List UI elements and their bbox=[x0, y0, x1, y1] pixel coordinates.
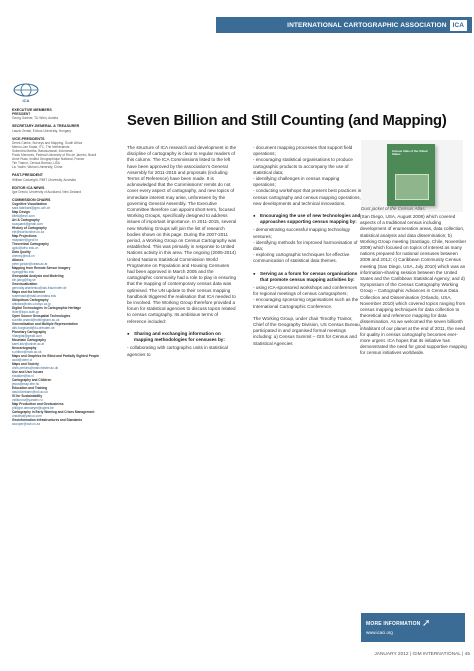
sidebar-heading: EDITOR ICA NEWS bbox=[12, 185, 45, 190]
sidebar-line: Maps and Society bbox=[12, 362, 39, 367]
bullet-heading: ● Sharing and exchanging information on mapping methodologies for censuses by: bbox=[127, 331, 237, 343]
sidebar-line: Laszlo Zentai, Eotvos University, Hungary bbox=[12, 128, 71, 133]
sidebar-line: Map Production and Geobusiness bbox=[12, 402, 64, 407]
sidebar-line: Cartography and Children bbox=[12, 378, 52, 383]
article-column-3 bbox=[360, 214, 468, 363]
list-item: - encouraging statistical organisations to produce cartographic products to accompany the use of statistical data; bbox=[253, 157, 363, 176]
sidebar-email-link[interactable]: acoll@utem.cl bbox=[12, 358, 33, 363]
sidebar-email-link[interactable]: david.fairbairn@ncl.ac.uk bbox=[12, 390, 48, 395]
sidebar-email-link[interactable]: kfield@esri.com bbox=[12, 214, 35, 219]
sidebar-line: Open Source Geospatial Technologies bbox=[12, 314, 71, 319]
sidebar-email-link[interactable]: karel.kriz@univie.ac.at bbox=[12, 342, 45, 347]
sidebar-line: Geospatial Analysis and Modeling bbox=[12, 274, 64, 279]
article-title: Seven Billion and Still Counting (and Mapping) bbox=[127, 113, 447, 129]
ica-logo-icon bbox=[12, 82, 40, 104]
sidebar-line: Paulo Menezes, Federal University of Rio de Janeiro, Brazil bbox=[12, 153, 97, 158]
header-bar bbox=[216, 17, 472, 33]
sidebar-line: Geoinformation Infrastructures and Standards bbox=[12, 418, 83, 423]
sidebar-email-link[interactable]: sara.fabrikant@geo.uzh.ch bbox=[12, 206, 51, 211]
sidebar-line: Art & Cartography bbox=[12, 218, 40, 223]
sidebar-heading: COMMISSION CHAIRS bbox=[12, 198, 51, 203]
article-paragraph: (San Diego, USA, August 2008) which covered aspects of a traditional census including development of enumeration areas, data collection, statistical analysis and data dissemination; b) Working Group meeting (Santiago, Chile, November 2009) which focused on topics of interest as many nations prepared for national censuses between 2009 and 2012; c) Caribbean Community Census meeting (San Diego, USA, July 2010) which was an information-sharing session between the United States and the Caribbean Statistical Agency; and d) Symposium of the Census Cartography Working Group – Cartographic Advances in Census Data Collection and Dissemination (Orlando, USA, November 2010) which covered topics ranging from census mapping techniques for data collection to theoretical and reference mapping for data dissemination. As we welcomed the seven billionth inhabitant of our planet at the end of 2011, the need for quality in census cartography becomes ever-more urgent. ICA hopes that its initiative has demonstrated the need for good supportive mapping for census initiatives worldwide. bbox=[360, 214, 467, 356]
book-cover-image bbox=[395, 174, 429, 200]
article-paragraph: The structure of ICA research and development in the discipline of cartography is clear to regular readers of this column. The ICA Commissions listed to the left have been approved by the association's General Assembly for 2011-2015 and proposals (including Terms of Reference) have been made. It is acknowledged that the Commissions' remits do not cover every aspect of cartography, and new topics of immediate interest may arise, unforeseen by the governing General Assembly. The Executive Committee therefore can appoint short-term, focused Working Groups, specifically designed to address issues of important importance. In 2011-2015, several new Working Groups will join the list of research bodies shown on this page. During the 2007-2011 period, a Working Group on Census Cartography was established. This was primarily in response to United Nations activity in this area. The ongoing (2005-2014) United Nations Statistical Commission World Programme on Population and Housing Censuses had been approved in March 2005 and the cartographic community had a role to play in ensuring that the mapping of contemporary census data was optimised. The UN update to their census mapping handbook triggered the realisation that ICA needed to be involved. The Working Group therefore provided a forum for statistical agencies to discuss topics related to census cartography. Its ambitious terms of reference included: bbox=[127, 145, 237, 324]
sidebar-email-link[interactable]: dirk.burghardt@tu-dresden.de bbox=[12, 326, 55, 331]
more-information-link[interactable]: www.icaci.org bbox=[366, 630, 393, 635]
list-item: - demonstrating successful mapping technology ventures; bbox=[253, 227, 363, 239]
sidebar-group bbox=[12, 108, 115, 120]
sidebar-line: Atlases bbox=[12, 258, 24, 263]
sidebar-email-link[interactable]: undatra@yahoo.com bbox=[12, 414, 42, 419]
sidebar-group bbox=[12, 173, 115, 181]
sidebar-line: Digital Technologies in Cartographic Heritage bbox=[12, 306, 82, 311]
sidebar-email-link[interactable]: chris.perkins@manchester.ac.uk bbox=[12, 366, 59, 371]
figure-caption: Dust jacket of the Census Atlas. bbox=[361, 206, 426, 211]
logo-text: ICA bbox=[22, 98, 30, 103]
sidebar-line: Cognitive Visualization bbox=[12, 202, 47, 207]
sidebar-email-link[interactable]: hhargitai@gmail.com bbox=[12, 334, 42, 339]
sidebar-line: Liu Yaolin, Wuhan University, China bbox=[12, 165, 63, 170]
sidebar-line: Maps and Graphics for Blind and Partially Sighted People bbox=[12, 354, 100, 359]
list-item: - document mapping processes that support field operations; bbox=[253, 145, 363, 157]
more-information-label: MORE INFORMATION bbox=[366, 621, 421, 627]
sidebar-line: Generalisation and Multiple Representation bbox=[12, 322, 78, 327]
sidebar-line: Mapping from Remote Sensor Imagery bbox=[12, 266, 71, 271]
sidebar-line: Tim Trainor, Census Bureau, USA bbox=[12, 161, 60, 166]
sidebar-email-link[interactable]: livier@topo.auth.gr bbox=[12, 310, 39, 315]
sidebar-line: Map Projections bbox=[12, 234, 37, 239]
header-title: INTERNATIONAL CARTOGRAPHIC ASSOCIATION bbox=[287, 21, 447, 29]
sidebar-line: Maps and the Internet bbox=[12, 290, 45, 295]
sidebar-line: PRESIDENT bbox=[12, 112, 31, 117]
sidebar-line: Cartography in Early Warning and Crises Management bbox=[12, 410, 95, 415]
sidebar-email-link[interactable]: qydu@whu.edu.cn bbox=[12, 246, 39, 251]
sidebar-group bbox=[12, 186, 115, 194]
bullet-heading: ● Serving as a forum for census organisations that promote census mapping activities by: bbox=[253, 271, 363, 283]
list-item: - identifying methods for improved harmonisation of data; bbox=[253, 240, 363, 252]
more-information-box[interactable] bbox=[361, 613, 465, 642]
sidebar-group bbox=[12, 124, 115, 132]
sidebar-email-link[interactable]: bin.jiang@hig.se bbox=[12, 278, 36, 283]
header-badge: ICA bbox=[450, 20, 467, 31]
sidebar-line: Education and Training bbox=[12, 386, 48, 391]
sidebar-email-link[interactable]: jesus@map.elte.hu bbox=[12, 382, 40, 387]
list-item: - encouraging sponsoring organisations such as the International Cartographic Conference. bbox=[253, 297, 363, 309]
sidebar-email-link[interactable]: mlapaine@geof.hr bbox=[12, 238, 39, 243]
sidebar-email-link[interactable]: vstikunov@yandex.ru bbox=[12, 398, 43, 403]
sidebar-line: Neocartography bbox=[12, 346, 37, 351]
sidebar-email-link[interactable]: arikawa@csis.u-tokyo.ac.jp bbox=[12, 302, 51, 307]
article-column-1 bbox=[127, 145, 237, 364]
book-cover bbox=[387, 144, 435, 206]
sidebar-line: GI for Sustainability bbox=[12, 394, 43, 399]
sidebar-line: Data Quality bbox=[12, 250, 31, 255]
sidebar-heading: VICE-PRESIDENTS bbox=[12, 136, 45, 141]
sidebar-email-link[interactable]: peter.jordan@oeaw.ac.at bbox=[12, 262, 48, 267]
list-item: - using ICA-sponsored workshops and conferences for regional meetings of census cartographers; bbox=[253, 285, 363, 297]
article-paragraph: The Working Group, under chair Timothy Trainor, Chief of the Geography Division, US Census Bureau, participated in and organised formal meetings including: a) Census Summit – GIS for Census and Statistical Agencies bbox=[253, 315, 362, 346]
sidebar-group bbox=[12, 137, 115, 169]
sidebar-line: Geovisualization bbox=[12, 282, 38, 287]
sidebar-line: William Cartwright, RMIT University, Australia bbox=[12, 177, 76, 182]
sidebar-group bbox=[12, 198, 115, 426]
list-item: - conducting workshops that present best practices in census cartography and census mapping operations, new developments and technical innovations. bbox=[253, 188, 363, 207]
sidebar-line: Planetary Cartography bbox=[12, 330, 47, 335]
sidebar-email-link[interactable]: scaquard@gmail.com bbox=[12, 222, 43, 227]
sidebar-line: Ubiquitous Cartography bbox=[12, 298, 49, 303]
sidebar-line: Use and User Issues bbox=[12, 370, 44, 375]
list-item: - collaborating with cartographic units in statistical agencies to bbox=[127, 345, 237, 357]
list-item: - exploring cartographic techniques for effective communication of statistical data themes. bbox=[253, 252, 363, 264]
sidebar bbox=[12, 108, 115, 430]
sidebar-line: Derek Clarke, Surveys and Mapping, South Africa bbox=[12, 141, 83, 146]
sidebar-line: History of Cartography bbox=[12, 226, 47, 231]
book-title: Census Atlas of the United States bbox=[392, 149, 428, 157]
sidebar-line: Theoretical Cartography bbox=[12, 242, 49, 247]
sidebar-email-link[interactable]: rcammack@mail.unomaha.edu bbox=[12, 294, 57, 299]
sidebar-line: Mountain Cartography bbox=[12, 338, 46, 343]
article-column-2 bbox=[253, 145, 363, 353]
sidebar-line: Igor Drecki, University of Auckland, New Zealand bbox=[12, 190, 82, 195]
sidebar-email-link[interactable]: xyang@fsu.edu bbox=[12, 270, 35, 275]
sidebar-email-link[interactable]: philippe.demaeyer@ugent.be bbox=[12, 406, 54, 411]
sidebar-email-link[interactable]: gennady.andrienko@iais.fraunhofer.de bbox=[12, 286, 67, 291]
sidebar-line: Georg Gartner, TU Wien, Austria bbox=[12, 116, 58, 121]
sidebar-heading: PAST-PRESIDENT bbox=[12, 173, 43, 178]
sidebar-line: Menno-Jan Kraak, ITC, The Netherlands bbox=[12, 145, 70, 150]
sidebar-email-link[interactable]: elzakker@itc.nl bbox=[12, 374, 34, 379]
figure-census-atlas bbox=[361, 140, 463, 212]
sidebar-line: Map Design bbox=[12, 210, 30, 215]
sidebar-heading: EXECUTIVE MEMBERS bbox=[12, 108, 52, 112]
bullet-heading: ● Encouraging the use of new technologies and approaches supporting census mapping by: bbox=[253, 213, 363, 225]
sidebar-line: Sukendra Martha, Bakosurtanal, Indonesia bbox=[12, 149, 73, 154]
page-footer: JANUARY 2012 | GIM INTERNATIONAL | 45 bbox=[374, 652, 470, 657]
sidebar-email-link[interactable]: suchith.anand@nottingham.ac.uk bbox=[12, 318, 60, 323]
sidebar-heading: SECRETARY-GENERAL & TREASURER bbox=[12, 124, 80, 129]
sidebar-email-link[interactable]: elri@worldonline.co.za bbox=[12, 230, 45, 235]
sidebar-email-link[interactable]: s.chilton@mdx.ac.uk bbox=[12, 350, 42, 355]
list-item: - identifying challenges in census mapping operations; bbox=[253, 176, 363, 188]
sidebar-email-link[interactable]: chenxy@ecit.cn bbox=[12, 254, 35, 259]
sidebar-line: Anne Ruas, Institut Geographique National, France bbox=[12, 157, 85, 162]
pointer-arrow-icon: ➚ bbox=[422, 618, 431, 629]
sidebar-email-link[interactable]: acooper@csir.co.za bbox=[12, 422, 41, 427]
